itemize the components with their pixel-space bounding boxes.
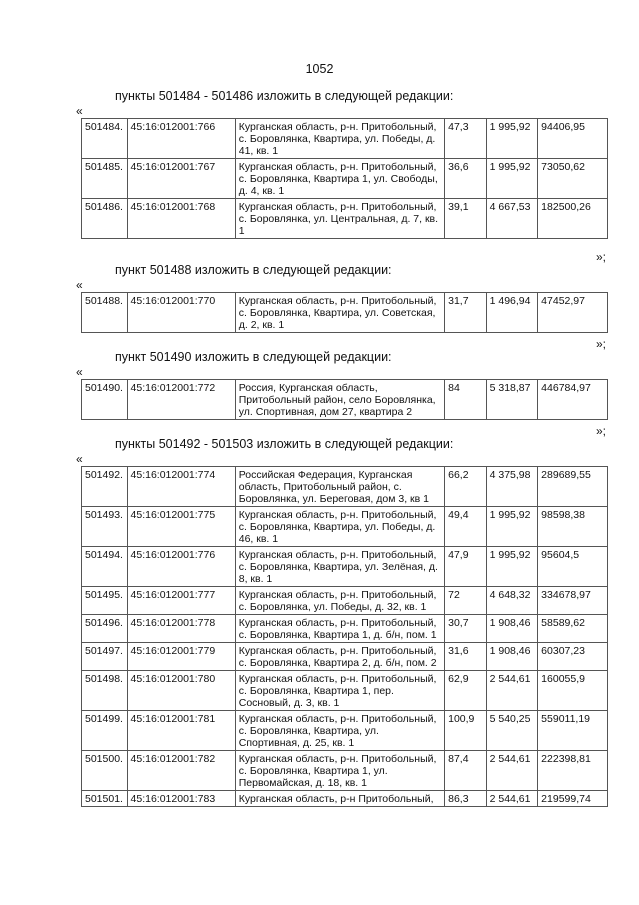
- cell-item-number: 501500.: [82, 751, 128, 791]
- cell-cadastral-number: 45:16:012001:780: [127, 671, 235, 711]
- cell-item-number: 501493.: [82, 507, 128, 547]
- cell-cadastral-number: 45:16:012001:779: [127, 643, 235, 671]
- cell-unit-value: 2 544,61: [486, 671, 538, 711]
- cell-address: Курганская область, р-н. Притобольный, с. Боровлянка, Квартира, ул. Спортивная, д. 25, кв. 1: [235, 711, 444, 751]
- cell-cadastral-number: 45:16:012001:783: [127, 791, 235, 807]
- cell-cadastral-number: 45:16:012001:767: [127, 159, 235, 199]
- cell-cadastral-number: 45:16:012001:776: [127, 547, 235, 587]
- cell-item-number: 501486.: [82, 199, 128, 239]
- cell-cadastral-value: 219599,74: [538, 791, 608, 807]
- cell-address: Курганская область, р-н. Притобольный, с. Боровлянка, Квартира 1, д. б/н, пом. 1: [235, 615, 444, 643]
- cell-cadastral-value: 58589,62: [538, 615, 608, 643]
- cell-item-number: 501492.: [82, 467, 128, 507]
- cell-cadastral-number: 45:16:012001:778: [127, 615, 235, 643]
- table-row: [82, 119, 608, 159]
- cell-cadastral-value: 334678,97: [538, 587, 608, 615]
- table-row: [82, 587, 608, 615]
- section-heading: пункт 501488 изложить в следующей редакции:: [115, 263, 392, 277]
- cell-cadastral-value: 446784,97: [538, 380, 608, 420]
- table-row: [82, 380, 608, 420]
- cell-unit-value: 4 375,98: [486, 467, 538, 507]
- cell-item-number: 501488.: [82, 293, 128, 333]
- cell-cadastral-number: 45:16:012001:781: [127, 711, 235, 751]
- open-quote: «: [76, 452, 83, 466]
- close-quote: »;: [596, 250, 607, 264]
- cell-unit-value: 2 544,61: [486, 791, 538, 807]
- cell-area: 66,2: [445, 467, 486, 507]
- table-row: [82, 507, 608, 547]
- cell-unit-value: 1 995,92: [486, 159, 538, 199]
- cell-cadastral-value: 289689,55: [538, 467, 608, 507]
- cell-cadastral-number: 45:16:012001:770: [127, 293, 235, 333]
- cell-address: Курганская область, р-н. Притобольный, с. Боровлянка, Квартира, ул. Советская, д. 2, кв. 1: [235, 293, 444, 333]
- table-row: [82, 615, 608, 643]
- cell-address: Россия, Курганская область, Притобольный район, село Боровлянка, ул. Спортивная, дом 27, квартира 2: [235, 380, 444, 420]
- cell-address: Курганская область, р-н. Притобольный, с. Боровлянка, Квартира 1, ул. Свободы, д. 4, кв. 1: [235, 159, 444, 199]
- cell-address: Российская Федерация, Курганская область, Притобольный район, с. Боровлянка, ул. Береговая, дом 3, кв 1: [235, 467, 444, 507]
- cell-item-number: 501498.: [82, 671, 128, 711]
- cell-unit-value: 5 540,25: [486, 711, 538, 751]
- cell-address: Курганская область, р-н. Притобольный, с. Боровлянка, Квартира, ул. Зелёная, д. 8, кв. 1: [235, 547, 444, 587]
- cell-unit-value: 1 995,92: [486, 119, 538, 159]
- table-row: [82, 293, 608, 333]
- cell-cadastral-value: 60307,23: [538, 643, 608, 671]
- cell-unit-value: 1 908,46: [486, 615, 538, 643]
- cell-address: Курганская область, р-н. Притобольный, с. Боровлянка, Квартира, ул. Победы, д. 41, кв. 1: [235, 119, 444, 159]
- cell-address: Курганская область, р-н. Притобольный, с. Боровлянка, Квартира, ул. Победы, д. 46, кв. 1: [235, 507, 444, 547]
- cell-item-number: 501495.: [82, 587, 128, 615]
- cell-unit-value: 4 667,53: [486, 199, 538, 239]
- cell-area: 47,9: [445, 547, 486, 587]
- cell-unit-value: 4 648,32: [486, 587, 538, 615]
- close-quote: »;: [596, 337, 607, 351]
- cell-item-number: 501497.: [82, 643, 128, 671]
- table-row: [82, 711, 608, 751]
- cell-cadastral-number: 45:16:012001:782: [127, 751, 235, 791]
- cell-address: Курганская область, р-н. Притобольный, с. Боровлянка, ул. Победы, д. 32, кв. 1: [235, 587, 444, 615]
- cell-area: 47,3: [445, 119, 486, 159]
- cell-cadastral-value: 160055,9: [538, 671, 608, 711]
- cell-cadastral-number: 45:16:012001:766: [127, 119, 235, 159]
- cell-unit-value: 1 995,92: [486, 507, 538, 547]
- cell-area: 49,4: [445, 507, 486, 547]
- cell-area: 86,3: [445, 791, 486, 807]
- cell-unit-value: 1 496,94: [486, 293, 538, 333]
- data-table: [81, 292, 608, 333]
- section-heading: пункты 501484 - 501486 изложить в следующей редакции:: [115, 89, 454, 103]
- cell-address: Курганская область, р-н. Притобольный, с. Боровлянка, ул. Центральная, д. 7, кв. 1: [235, 199, 444, 239]
- cell-unit-value: 5 318,87: [486, 380, 538, 420]
- table-row: [82, 791, 608, 807]
- cell-area: 31,6: [445, 643, 486, 671]
- cell-unit-value: 2 544,61: [486, 751, 538, 791]
- cell-area: 84: [445, 380, 486, 420]
- open-quote: «: [76, 365, 83, 379]
- table-row: [82, 751, 608, 791]
- data-table: [81, 379, 608, 420]
- cell-address: Курганская область, р-н. Притобольный, с. Боровлянка, Квартира 1, ул. Первомайская, д. 18, кв. 1: [235, 751, 444, 791]
- section-heading: пункт 501490 изложить в следующей редакции:: [115, 350, 392, 364]
- cell-unit-value: 1 995,92: [486, 547, 538, 587]
- cell-cadastral-value: 73050,62: [538, 159, 608, 199]
- cell-area: 36,6: [445, 159, 486, 199]
- cell-area: 100,9: [445, 711, 486, 751]
- cell-cadastral-number: 45:16:012001:775: [127, 507, 235, 547]
- cell-cadastral-number: 45:16:012001:768: [127, 199, 235, 239]
- cell-cadastral-value: 222398,81: [538, 751, 608, 791]
- cell-cadastral-value: 98598,38: [538, 507, 608, 547]
- cell-cadastral-value: 47452,97: [538, 293, 608, 333]
- cell-area: 87,4: [445, 751, 486, 791]
- table-row: [82, 199, 608, 239]
- cell-address: Курганская область, р-н. Притобольный, с. Боровлянка, Квартира 2, д. б/н, пом. 2: [235, 643, 444, 671]
- open-quote: «: [76, 104, 83, 118]
- cell-cadastral-value: 559011,19: [538, 711, 608, 751]
- cell-cadastral-number: 45:16:012001:772: [127, 380, 235, 420]
- close-quote: »;: [596, 424, 607, 438]
- cell-area: 72: [445, 587, 486, 615]
- cell-unit-value: 1 908,46: [486, 643, 538, 671]
- cell-item-number: 501494.: [82, 547, 128, 587]
- cell-item-number: 501496.: [82, 615, 128, 643]
- open-quote: «: [76, 278, 83, 292]
- cell-item-number: 501490.: [82, 380, 128, 420]
- table-row: [82, 643, 608, 671]
- cell-address: Курганская область, р-н. Притобольный, с. Боровлянка, Квартира 1, пер. Сосновый, д. 3, кв. 1: [235, 671, 444, 711]
- cell-address: Курганская область, р-н Притобольный,: [235, 791, 444, 807]
- table-row: [82, 159, 608, 199]
- data-table: [81, 118, 608, 239]
- cell-area: 62,9: [445, 671, 486, 711]
- table-row: [82, 671, 608, 711]
- cell-cadastral-number: 45:16:012001:774: [127, 467, 235, 507]
- table-row: [82, 467, 608, 507]
- table-row: [82, 547, 608, 587]
- cell-area: 39,1: [445, 199, 486, 239]
- page-number: 1052: [305, 62, 334, 76]
- cell-item-number: 501501.: [82, 791, 128, 807]
- cell-cadastral-value: 182500,26: [538, 199, 608, 239]
- cell-area: 31,7: [445, 293, 486, 333]
- cell-item-number: 501499.: [82, 711, 128, 751]
- cell-item-number: 501485.: [82, 159, 128, 199]
- cell-cadastral-value: 95604,5: [538, 547, 608, 587]
- cell-cadastral-value: 94406,95: [538, 119, 608, 159]
- data-table: [81, 466, 608, 807]
- cell-item-number: 501484.: [82, 119, 128, 159]
- cell-cadastral-number: 45:16:012001:777: [127, 587, 235, 615]
- cell-area: 30,7: [445, 615, 486, 643]
- section-heading: пункты 501492 - 501503 изложить в следующей редакции:: [115, 437, 454, 451]
